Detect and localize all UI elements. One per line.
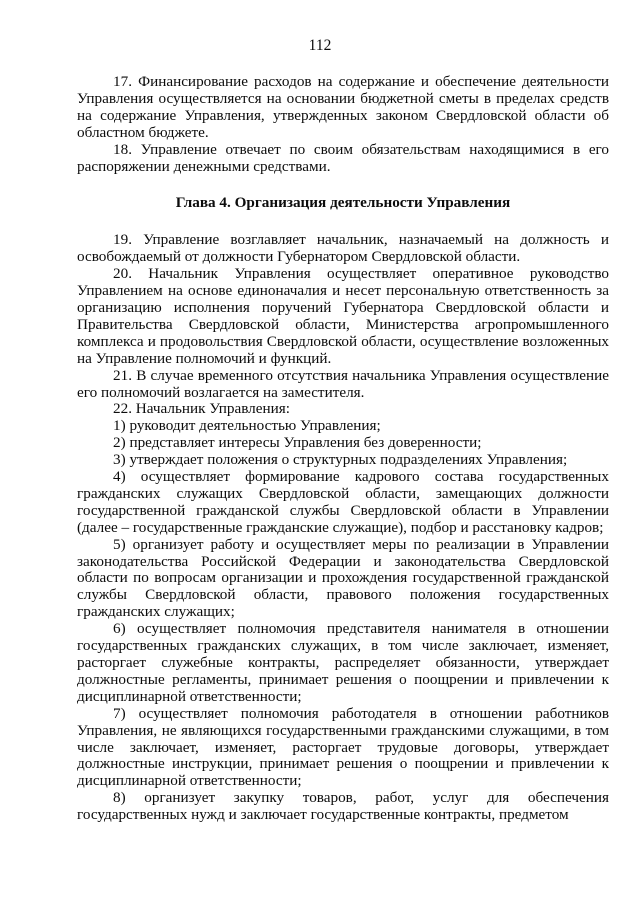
paragraph-20: 20. Начальник Управления осуществляет оперативное руководство Управлением на основе единоначалия и несет персональную ответственность за организацию исполнения поручений Губернатора Свердловской области и Правительства Свердловской области, Министерства агропромышленного комплекса и продовольствия Свердловской области, осуществление возложенных на Управление полномочий и функций.: [77, 265, 609, 367]
paragraph-22: 22. Начальник Управления:: [113, 400, 290, 418]
list-item-8: 8) организует закупку товаров, работ, услуг для обеспечения государственных нужд и заключает государственные контракты, предметом: [77, 789, 609, 824]
page-number: 112: [308, 37, 332, 54]
list-item-4: 4) осуществляет формирование кадрового состава государственных гражданских служащих Свердловской области, замещающих должности государственной гражданской службы Свердловской области в Управлении (далее – государственные гражданские служащие), подбор и расстановку кадров;: [77, 468, 609, 536]
list-item-6: 6) осуществляет полномочия представителя нанимателя в отношении государственных гражданских служащих, в том числе заключает, изменяет, расторгает служебные контракты, распределяет обязанности, утверждает должностные регламенты, принимает решения о поощрении и привлечении к дисциплинарной ответственности;: [77, 620, 609, 705]
list-item-2: 2) представляет интересы Управления без доверенности;: [113, 434, 482, 452]
list-item-5: 5) организует работу и осуществляет меры по реализации в Управлении законодательства Российской Федерации и законодательства Свердловской области по вопросам организации и прохождения государственной гражданской службы Свердловской области, правового положения государственных гражданских служащих;: [77, 535, 609, 621]
document-body: [77, 74, 609, 824]
paragraph-19: 19. Управление возглавляет начальник, назначаемый на должность и освобождаемый от должности Губернатором Свердловской области.: [77, 231, 609, 266]
list-item-7: 7) осуществляет полномочия работодателя в отношении работников Управления, не являющихся государственными гражданскими служащими, в том числе заключает, изменяет, расторгает трудовые договоры, утверждает должностные инструкции, принимает решения о поощрении и привлечении к дисциплинарной ответственности;: [77, 704, 609, 790]
paragraph-17: 17. Финансирование расходов на содержание и обеспечение деятельности Управления осуществляется на основании бюджетной сметы в пределах средств на содержание Управления, утвержденных законом Свердловской области об областном бюджете.: [77, 73, 609, 141]
list-item-3: 3) утверждает положения о структурных подразделениях Управления;: [113, 451, 568, 469]
chapter-heading: Глава 4. Организация деятельности Управления: [175, 194, 511, 212]
list-item-1: 1) руководит деятельностью Управления;: [113, 417, 381, 435]
paragraph-18: 18. Управление отвечает по своим обязательствам находящимися в его распоряжении денежными средствами.: [77, 140, 609, 175]
paragraph-21: 21. В случае временного отсутствия начальника Управления осуществление его полномочий возлагается на заместителя.: [77, 366, 609, 401]
